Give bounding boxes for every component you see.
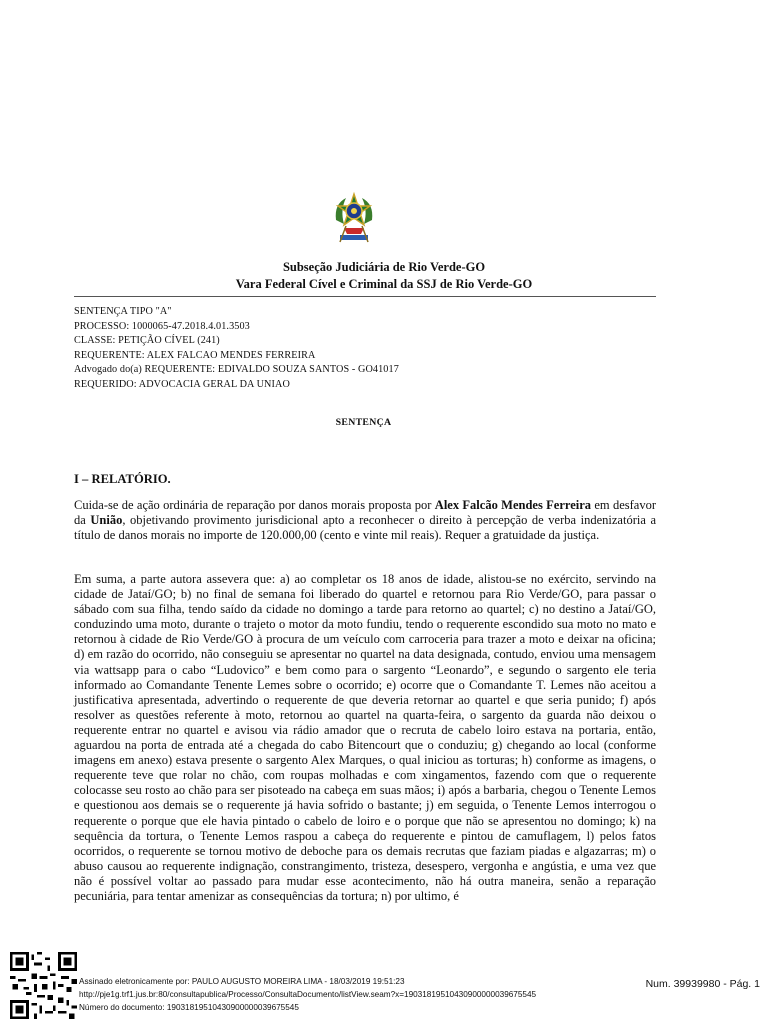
defendant: REQUERIDO: ADVOCACIA GERAL DA UNIAO	[74, 378, 290, 390]
qr-code	[10, 952, 77, 1019]
sentence-type: SENTENÇA TIPO "A"	[74, 306, 172, 317]
plaintiff-name-bold: Alex Falcão Mendes Ferreira	[434, 498, 592, 512]
case-metadata	[74, 305, 674, 393]
case-class: CLASSE: PETIÇÃO CÍVEL (241)	[74, 335, 220, 347]
court-header	[0, 259, 768, 293]
paragraph-intro-text-1: Cuida-se de ação ordinária de reparação por danos morais proposta por	[74, 498, 435, 512]
signature-line: Assinado eletronicamente por: PAULO AUGUSTO MOREIRA LIMA - 18/03/2019 19:51:23	[79, 977, 405, 986]
defendant-name-bold: União	[90, 513, 123, 528]
court-header-line-2: Vara Federal Cível e Criminal da SSJ de Rio Verde-GO	[235, 277, 533, 291]
process-number: PROCESSO: 1000065-47.2018.4.01.3503	[74, 320, 250, 332]
verification-url[interactable]: http://pje1g.trf1.jus.br:80/consultapublica/Processo/ConsultaDocumento/listView.seam?x=19031819510430900000039675545	[79, 989, 537, 999]
section-heading: I – RELATÓRIO.	[74, 472, 171, 486]
paragraph-intro	[74, 498, 656, 543]
paragraph-intro-text-3: , objetivando provimento jurisdicional apto a reconhecer o direito à percepção de verba indenizatória a título de danos morais no importe de 120.000,00 (cento e vinte mil reais). Requer a gratuidade da justiça.	[74, 513, 656, 543]
plaintiff: REQUERENTE: ALEX FALCAO MENDES FERREIRA	[74, 349, 316, 361]
page-reference: Num. 39939980 - Pág. 1	[645, 978, 760, 990]
court-header-line-1: Subseção Judiciária de Rio Verde-GO	[282, 260, 486, 274]
document-title: SENTENÇA	[335, 417, 392, 428]
paragraph-intro-text-2: em desfavor da	[74, 498, 656, 528]
signature-footer	[79, 976, 536, 1014]
plaintiff-lawyer: Advogado do(a) REQUERENTE: EDIVALDO SOUZA SANTOS - GO41017	[74, 364, 399, 376]
coat-of-arms-emblem	[330, 190, 378, 246]
header-divider	[74, 296, 656, 297]
document-number: Número do documento: 19031819510430900000039675545	[79, 1002, 299, 1012]
paragraph-facts: Em suma, a parte autora assevera que: a) ao completar os 18 anos de idade, alistou-se no exército, servindo na cidade de Jataí/GO; b) no final de semana foi liberado do quartel e retornou para Rio Verde/GO, para passar o sábado com sua filha, tendo saído da cidade no domingo a tarde para retorno ao quartel; c) no destino a Jataí/GO, conduzindo uma moto, durante o trajeto o motor da moto fundiu, tendo o requerente escondido sua moto no mato e retornou à cidade de Rio Verde/GO à procura de um veículo com carroceria para trazer a moto e deixar na oficina; d) em razão do ocorrido, não conseguiu se apresentar no quartel na data designada, contudo, enviou uma mensagem via wattsapp para o cabo “Ludovico” e bem como para o sargento “Leonardo”, e segundo o sargento ele teria informado ao Comandante Tenente Lemes sobre o ocorrido; e) ocorre que o Comandante T. Lemes não aceitou a justificativa apresentada, advertindo o requerente de que deveria retornar ao quartel e que seria punido; f) após resolver as questões referente à moto, retornou ao quartel na quarta-feira, o sargento da guarda não deixou o requerente entrar no quartel e avisou via rádio amador que o recruta de cabelo loiro estava na portaria, então, aguardou na porta de entrada até a chegada do cabo Bitencourt que o conduziu; g) chegando ao local (conforme imagens em anexo) estava presente o sargento Alex Marques, o qual iniciou as torturas; h) conforme as imagens, o requerente teve que rolar no chão, com roupas molhadas e com xingamentos, fazendo com que o requerente colocasse seu rosto ao chão para ser pisoteado na cabeça em suas mãos; i) após a barbaria, chegou o Tenente Lemos e questionou aos demais se o requerente já havia sofrido o bastante; j) em seguida, o Tenente Lemos interrogou o requerente o porque que ele havia pintado o cabelo de loiro e o porque que não se apresentou no domingo; k) na sequência da tortura, o Tenente Lemos raspou a cabeça do requerente e pintou de camuflagem, l) pelos fatos ocorridos, o requerente se tornou motivo de deboche para os demais recrutas que faziam piadas e algazarras; m) o abuso causou ao requerente indignação, constrangimento, tristeza, desespero, vergonha e angústia, e uma vez que não é possível voltar ao passado para mudar esse acontecimento, não há outra maneira, senão a reparação pecuniária, para tentar amenizar as consequências da tortura; n) por ultimo, é	[74, 572, 656, 903]
